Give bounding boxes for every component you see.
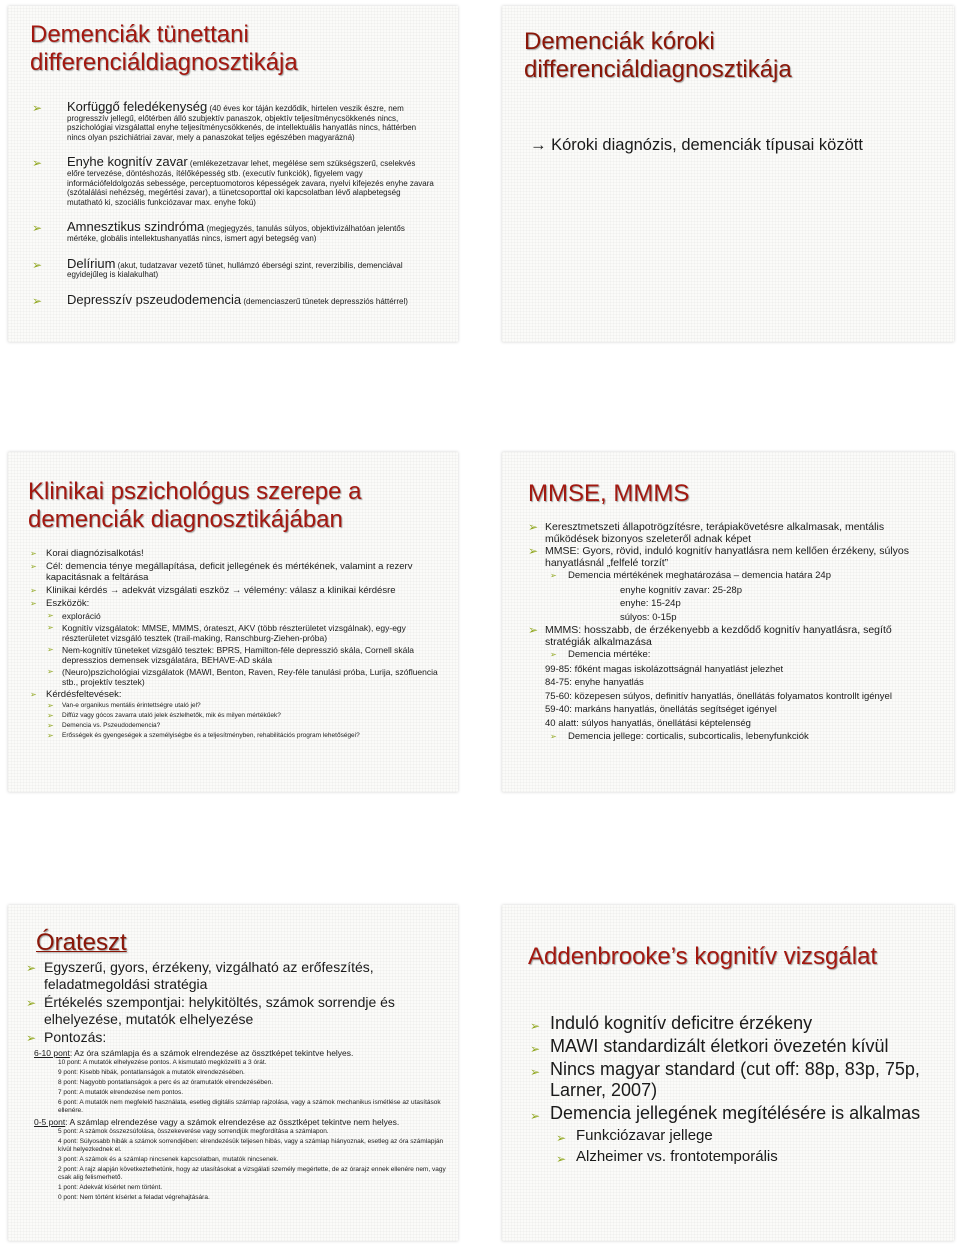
- item-text: Demencia mértékének meghatározása – demencia határa 24p: [568, 570, 831, 581]
- list-item: [30, 667, 440, 687]
- item-text: Funkciózavar jellege: [576, 1127, 713, 1144]
- item-text: Demencia jellege: corticalis, subcorticalis, lebenyfunkciók: [568, 731, 809, 742]
- bullet-list: [30, 548, 440, 742]
- item-detail: (emlékezetzavar lehet, megélése sem szükségszerű, cselekvés előre tervezése, döntéshozás, ítélőképesség stb. (executív funkciók), figyelem vagy információfeldolgozás sebessége, perceptuomotoros képességek zavara, nyelvi kifejezés enyhe zavara (szótalálási nehézség, megértési zavar), a tünetcsoporttal oki kapcsolatban lévő alapbetegség mutatható ki, szociális funkciózavar max. enyhe fokú): [67, 159, 434, 207]
- bullet-arrow-icon: ➢: [530, 1019, 541, 1033]
- list-item: [26, 994, 446, 1027]
- list-item: [30, 702, 440, 710]
- bullet-arrow-icon: ➢: [550, 650, 557, 659]
- item-text: 8 pont: Nagyobb pontatlanságok a perc és az óramutatók elrendezésében.: [58, 1078, 274, 1086]
- bullet-arrow-icon: ➢: [47, 701, 54, 710]
- slide-title: Demenciák kóroki differenciáldiagnosztikája: [524, 28, 792, 84]
- item-lead: Depresszív pszeudodemencia: [67, 291, 242, 307]
- slide-klinikai-pszichologus: [8, 452, 458, 792]
- item-text: 6 pont: A mutatók nem megfelelő használata, esetleg digitális számlap rajzolása, vagy a számok mechanikus ismétlése az utasítások ellenére.: [58, 1098, 441, 1114]
- list-item: [528, 704, 928, 716]
- list-item: [30, 561, 440, 583]
- bullet-arrow-icon: ➢: [550, 571, 557, 580]
- list-item: [26, 1128, 446, 1136]
- list-item: [30, 645, 440, 665]
- slide-orateszt: [8, 905, 458, 1241]
- item-text: enyhe: 15-24p: [620, 598, 681, 609]
- slide-addenbrooke: [502, 905, 954, 1241]
- list-item: [530, 1103, 930, 1124]
- list-item: [528, 664, 928, 676]
- bullet-arrow-icon: ➢: [47, 623, 54, 632]
- bullet-arrow-icon: ➢: [530, 1042, 541, 1056]
- item-text: Alzheimer vs. frontotemporális: [576, 1148, 778, 1165]
- item-text: 4 pont: Súlyosabb hibák a számok sorrendjében: elrendezésük teljesen hibás, vagy a számlap hiányoznak, esetleg az óra számlapján kívül helyezkednek el.: [58, 1137, 444, 1153]
- list-item: [30, 732, 440, 740]
- slide-mmse: [502, 452, 954, 792]
- bullet-arrow-icon: ➢: [530, 1065, 541, 1079]
- list-item: [530, 1147, 930, 1166]
- item-text: 59-40: markáns hanyatlás, önellátás segítséget igényel: [545, 704, 777, 715]
- item-text: 10 pont: A mutatók elhelyezése pontos. A kismutató megközelíti a 3 órát.: [58, 1058, 267, 1066]
- bullet-arrow-icon: ➢: [30, 599, 37, 608]
- list-item: [528, 570, 928, 582]
- list-item: [26, 1079, 446, 1087]
- item-text: 9 pont: Kisebb hibák, pontatlanságok a mutatók elrendezésében.: [58, 1068, 245, 1076]
- item-text: Induló kognitív deficitre érzékeny: [550, 1013, 813, 1033]
- list-item: [528, 677, 928, 689]
- bullet-arrow-icon: ➢: [30, 690, 37, 699]
- list-item: [528, 718, 928, 730]
- list-item: [528, 649, 928, 661]
- list-item: [32, 255, 434, 280]
- bullet-arrow-icon: ➢: [32, 221, 43, 236]
- bullet-arrow-icon: ➢: [528, 520, 539, 534]
- list-item: [530, 1013, 930, 1034]
- bullet-arrow-icon: ➢: [30, 586, 37, 595]
- item-text: Demencia vs. Pszeudodemencia?: [62, 722, 161, 729]
- item-text: Eszközök:: [46, 598, 90, 609]
- item-text: Nincs magyar standard (cut off: 88p, 83p, 75p, Larner, 2007): [550, 1059, 920, 1100]
- bullet-arrow-icon: ➢: [47, 711, 54, 720]
- list-item: [30, 712, 440, 720]
- bullet-arrow-icon: ➢: [47, 731, 54, 740]
- list-item: [26, 959, 446, 992]
- list-item: [26, 1166, 446, 1182]
- bullet-arrow-icon: ➢: [47, 721, 54, 730]
- bullet-arrow-icon: ➢: [47, 645, 54, 654]
- bullet-arrow-icon: ➢: [26, 1031, 37, 1045]
- item-text: MAWI standardizált életkori övezetén kívül: [550, 1036, 889, 1056]
- list-item: [26, 1156, 446, 1164]
- list-item: [530, 1036, 930, 1057]
- bullet-arrow-icon: ➢: [47, 611, 54, 620]
- list-item: [32, 219, 434, 243]
- list-item: [26, 1069, 446, 1077]
- score-range: 6-10 pont: [34, 1047, 70, 1058]
- bullet-arrow-icon: ➢: [26, 996, 37, 1010]
- bullet-list: [26, 959, 446, 1204]
- list-item: [26, 1138, 446, 1154]
- bullet-arrow-icon: ➢: [32, 293, 43, 308]
- item-text: súlyos: 0-15p: [620, 611, 677, 623]
- item-text: 75-60: közepesen súlyos, definitív hanyatlás, önellátás folyamatos kontrollt igényel: [545, 690, 892, 702]
- item-text: 2 pont: A rajz alapján következtethetünk, hogy az utasításokat a vizsgálati személy megértette, de az órarajz ennek ellenére nem, vagy csak alig felismerhető.: [58, 1165, 446, 1181]
- bullet-list: [32, 99, 434, 321]
- item-lead: Enyhe kognitív zavar: [67, 154, 188, 170]
- item-text: 7 pont: A mutatók elrendezése nem pontos.: [58, 1088, 184, 1096]
- item-detail: (demenciaszerű tünetek depressziós háttérrel): [241, 296, 408, 306]
- item-text: 40 alatt: súlyos hanyatlás, önellátási képtelenség: [545, 717, 751, 729]
- item-text: Van-e organikus mentális érintettségre utaló jel?: [62, 702, 201, 709]
- bullet-arrow-icon: ➢: [556, 1131, 567, 1145]
- item-text: Demencia jellegének megítélésére is alkalmas: [550, 1103, 921, 1123]
- item-detail: (40 éves kor táján kezdődik, hirtelen veszik észre, nem progresszív jellegű, előtérben álló szubjektív panaszok, objektív teljesítménycsökkenés nincs, pszichológiai vizsgálattal enyhe teljesítménycsökkenés, de intellektuális hanyatlás nincs, háttérben nincs olyan pszichiátriai zavar, mely a panaszokat teljes egészében magyarázná): [67, 104, 417, 142]
- slide-title: Addenbrooke’s kognitív vizsgálat: [528, 943, 878, 970]
- item-text: (Neuro)pszichológiai vizsgálatok (MAWI, Benton, Raven, Rey-féle tanulási próba, Lurija, szófluencia stb., projektív tesztek): [62, 667, 438, 687]
- list-item: [32, 99, 434, 142]
- list-item: [26, 1194, 446, 1202]
- list-item: [32, 154, 434, 207]
- slide-title: Órateszt: [36, 929, 127, 956]
- item-text: Egyszerű, gyors, érzékeny, vizgálható az erőfeszítés, feladatmegoldási stratégia: [44, 959, 374, 992]
- list-item: [30, 689, 440, 700]
- bullet-arrow-icon: ➢: [528, 623, 539, 637]
- item-text: 3 pont: A számok és a számlap nincsenek kapcsolatban, mutatók nincsenek.: [58, 1155, 279, 1163]
- list-item: [528, 598, 928, 610]
- bullet-arrow-icon: ➢: [32, 156, 43, 171]
- bullet-arrow-icon: ➢: [550, 732, 557, 741]
- bullet-arrow-icon: ➢: [556, 1152, 567, 1166]
- item-text: Erősségek és gyengeségek a személyiségbe és a teljesítményben, rehabilitációs program lehetőségei?: [62, 732, 360, 739]
- item-text: Kérdésfeltevések:: [46, 689, 122, 700]
- list-item: [530, 1126, 930, 1145]
- list-item: [26, 1029, 446, 1046]
- bullet-arrow-icon: ➢: [47, 667, 54, 676]
- list-item: [528, 612, 928, 624]
- item-text: enyhe kognitív zavar: 25-28p: [620, 584, 742, 596]
- item-text: 99-85: főként magas iskolázottságnál hanyatlást jelezhet: [545, 663, 784, 675]
- item-text: Diffúz vagy gócos zavarra utaló jelek észlelhetők, mik és milyen mértékűek?: [62, 712, 281, 719]
- item-text: 1 pont: Adekvát kísérlet nem történt.: [58, 1183, 163, 1191]
- slide-title: Demenciák tünettani differenciáldiagnosztikája: [30, 21, 298, 77]
- item-text: Kognitív vizsgálatok: MMSE, MMMS, órateszt, AKV (több részterületet vizsgálnak), egy-egy részterületet vizsgáló tesztek (trail-making, Ranschburg-Ziehen-próba): [62, 623, 406, 643]
- item-text: Keresztmetszeti állapotrögzítésre, terápiakövetésre alkalmasak, mentális működések bizonyos szeleteről adnak képet: [545, 521, 885, 545]
- item-text: exploráció: [62, 611, 101, 621]
- item-text: Korai diagnózisalkotás!: [46, 548, 144, 559]
- list-item: [30, 598, 440, 609]
- bullet-arrow-icon: ➢: [30, 549, 37, 558]
- slide-tunettani: [8, 6, 458, 342]
- item-text: Klinikai kérdés → adekvát vizsgálati eszköz → vélemény: válasz a klinikai kérdésre: [46, 585, 396, 596]
- list-item: [30, 585, 440, 596]
- slide-subtitle: → Kóroki diagnózis, demenciák típusai között: [530, 136, 863, 154]
- list-item: [30, 623, 440, 643]
- item-text: : Az óra számlapja és a számok elrendezése az össztképet tekintve helyes.: [69, 1047, 354, 1058]
- item-detail: (akut, tudatzavar vezető tünet, hullámzó éberségi szint, reverzibilis, demenciával egyidejűleg is kialakulhat): [67, 260, 403, 280]
- score-range: 0-5 pont: [34, 1116, 66, 1127]
- slide-title: MMSE, MMMS: [528, 480, 690, 507]
- list-item: [528, 546, 928, 569]
- item-detail: (megjegyzés, tanulás súlyos, objektivizálhatóan jelentős mértéke, globális intellektushanyatlás nincs, ismert agyi betegség van): [67, 224, 405, 243]
- item-text: MMMS: hosszabb, de érzékenyebb a kezdődő kognitív hanyatlásra, segítő stratégiák alkalmazása: [545, 624, 892, 648]
- list-item: [26, 1089, 446, 1097]
- item-lead: Amnesztikus szindróma: [67, 219, 205, 235]
- item-text: 0 pont: Nem történt kísérlet a feladat végrehajtására.: [58, 1193, 210, 1201]
- item-text: Cél: demencia ténye megállapítása, deficit jellegének és mértékének, valamint a rezerv kapacitásnak a feltárása: [46, 561, 413, 583]
- list-item: [530, 1059, 930, 1101]
- list-item: [30, 722, 440, 730]
- list-item: [26, 1059, 446, 1067]
- item-text: Nem-kognitív tüneteket vizsgáló tesztek: BPRS, Hamilton-féle depresszió skála, Cornell skála depresszios demensek vizsgálatára, BEHAVE-AD skála: [62, 645, 414, 665]
- item-lead: Korfüggő feledékenység: [67, 99, 208, 114]
- list-item: [528, 691, 928, 703]
- list-item: [26, 1117, 446, 1127]
- list-item: [528, 585, 928, 597]
- slide-koroki: [502, 6, 954, 342]
- bullet-arrow-icon: ➢: [32, 257, 43, 272]
- bullet-arrow-icon: ➢: [32, 101, 43, 115]
- bullet-arrow-icon: ➢: [30, 562, 37, 571]
- list-item: [528, 731, 928, 743]
- bullet-list: [530, 1013, 930, 1168]
- item-text: : A számlap elrendezése vagy a számok elrendezése az össztképet tekintve nem helyes.: [65, 1116, 400, 1127]
- list-item: [32, 291, 434, 308]
- item-text: MMSE: Gyors, rövid, induló kognitív hanyatlásra nem kellően érzékeny, súlyos hanyatlásnál „felfelé torzít”: [545, 545, 909, 569]
- bullet-arrow-icon: ➢: [26, 961, 37, 975]
- item-lead: Delírium: [67, 255, 116, 271]
- item-text: 84-75: enyhe hanyatlás: [545, 677, 644, 688]
- list-item: [30, 611, 440, 621]
- item-text: 5 pont: A számok összezsúfolása, összekeverése vagy sorrendjük megfordítása a számlapon.: [58, 1127, 329, 1135]
- list-item: [26, 1184, 446, 1192]
- list-item: [26, 1099, 446, 1115]
- slide-title: Klinikai pszichológus szerepe a demenciák diagnosztikájában: [28, 478, 362, 534]
- bullet-arrow-icon: ➢: [528, 544, 539, 558]
- list-item: [528, 625, 928, 648]
- list-item: [528, 522, 928, 545]
- bullet-list: [528, 522, 928, 746]
- item-text: Értékelés szempontjai: helykitöltés, számok sorrendje és elhelyezése, mutatók elhelyezése: [44, 994, 395, 1027]
- list-item: [26, 1048, 446, 1058]
- bullet-arrow-icon: ➢: [530, 1109, 541, 1123]
- item-text: Pontozás:: [44, 1029, 107, 1045]
- item-text: Demencia mértéke:: [568, 649, 651, 660]
- list-item: [30, 548, 440, 559]
